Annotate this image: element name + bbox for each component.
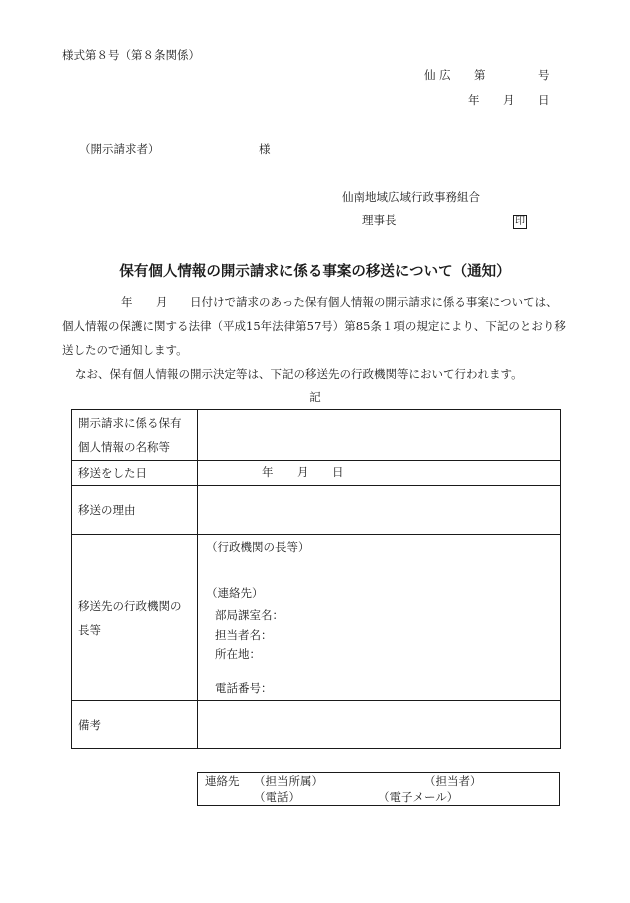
row-value-remarks[interactable] bbox=[198, 701, 561, 749]
ki-label: 記 bbox=[309, 390, 321, 404]
date-day: 日 bbox=[538, 93, 550, 107]
destination-person: 担当者名： bbox=[215, 628, 273, 642]
date-month: 月 bbox=[503, 93, 515, 107]
table-row bbox=[72, 486, 561, 535]
seal-mark bbox=[513, 214, 527, 229]
body-line4: なお、保有個人情報の開示決定等は、下記の移送先の行政機関等において行われます。 bbox=[75, 367, 523, 381]
doc-number-go: 号 bbox=[538, 68, 550, 82]
doc-number-dai: 第 bbox=[474, 68, 486, 82]
issuer-org: 仙南地域広域行政事務組合 bbox=[342, 190, 480, 204]
date-year: 年 bbox=[468, 93, 480, 107]
contact-email: （電子メール） bbox=[378, 790, 459, 804]
requester-honorific: 様 bbox=[259, 142, 271, 156]
contact-phone: （電話） bbox=[254, 790, 300, 804]
body-month: 月 bbox=[156, 295, 168, 309]
destination-dept: 部局課室名： bbox=[215, 608, 284, 622]
body-line2: 個人情報の保護に関する法律（平成15年法律第57号）第85条１項の規定により、下記のとおり移 bbox=[62, 319, 566, 333]
issuer-title: 理事長 bbox=[362, 213, 397, 227]
document-title: 保有個人情報の開示請求に係る事案の移送について（通知） bbox=[119, 264, 511, 280]
destination-phone: 電話番号： bbox=[215, 681, 273, 695]
doc-number-prefix: 仙 広 bbox=[424, 68, 451, 82]
contact-label: 連絡先 bbox=[205, 774, 240, 788]
contact-dept: （担当所属） bbox=[254, 774, 323, 788]
row-label-destination: 移送先の行政機関の 長等 bbox=[72, 535, 198, 701]
row-label-remarks: 備考 bbox=[72, 701, 198, 749]
contact-box bbox=[197, 772, 560, 806]
requester-label: （開示請求者） bbox=[79, 142, 160, 156]
row-value-transfer-date[interactable]: 年 月 日 bbox=[198, 461, 561, 486]
table-row bbox=[72, 701, 561, 749]
destination-head: （行政機関の長等） bbox=[206, 540, 310, 554]
row-value-reason[interactable] bbox=[198, 486, 561, 535]
body-line1: 日付けで請求のあった保有個人情報の開示請求に係る事案については、 bbox=[190, 295, 558, 309]
transfer-table bbox=[71, 409, 561, 749]
destination-contact: （連絡先） bbox=[206, 586, 264, 600]
form-number: 様式第８号（第８条関係） bbox=[62, 48, 200, 62]
seal-text: 印 bbox=[515, 216, 525, 227]
row-value-destination[interactable] bbox=[198, 535, 561, 701]
row-label-info-name: 開示請求に係る保有 個人情報の名称等 bbox=[72, 410, 198, 461]
table-row bbox=[72, 461, 561, 486]
table-row bbox=[72, 410, 561, 461]
body-year: 年 bbox=[121, 295, 133, 309]
table-row bbox=[72, 535, 561, 701]
destination-address: 所在地： bbox=[215, 647, 261, 661]
contact-person: （担当者） bbox=[424, 774, 482, 788]
row-label-reason: 移送の理由 bbox=[72, 486, 198, 535]
row-value-info-name[interactable] bbox=[198, 410, 561, 461]
body-line3: 送したので通知します。 bbox=[62, 343, 188, 357]
row-label-transfer-date: 移送をした日 bbox=[72, 461, 198, 486]
